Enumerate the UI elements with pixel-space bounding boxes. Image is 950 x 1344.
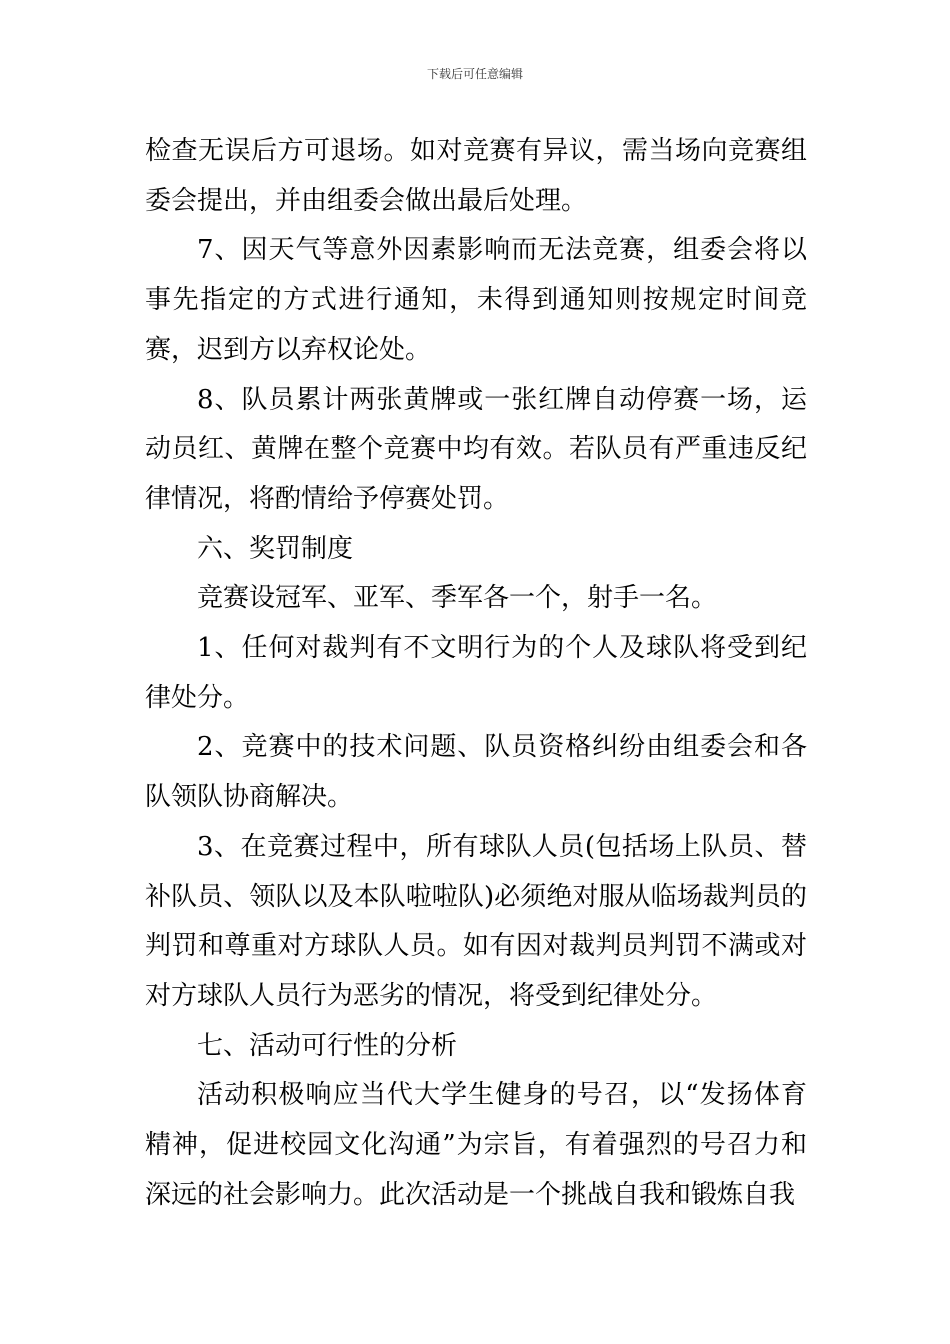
paragraph-awards: 竞赛设冠军、亚军、季军各一个，射手一名。 xyxy=(197,583,718,614)
document-body xyxy=(145,127,807,1220)
paragraph-discipline-3: 3、在竞赛过程中，所有球队人员(包括场上队员、替补队员、领队以及本队啦啦队)必须绝对服从临场裁判员的判罚和尊重对方球队人员。如有因对裁判员判罚不满或对对方球队人员行为恶劣的情况，将受到纪律处分。 xyxy=(145,831,807,1011)
section-heading-rewards: 六、奖罚制度 xyxy=(197,533,354,564)
paragraph-continuation: 检查无误后方可退场。如对竞赛有异议，需当场向竞赛组委会提出，并由组委会做出最后处理。 xyxy=(145,136,807,216)
paragraph-feasibility: 活动积极响应当代大学生健身的号召，以“发扬体育精神，促进校园文化沟通”为宗旨，有着强烈的号召力和深远的社会影响力。此次活动是一个挑战自我和锻炼自我 xyxy=(145,1080,807,1210)
paragraph-rule-7: 7、因天气等意外因素影响而无法竞赛，组委会将以事先指定的方式进行通知，未得到通知则按规定时间竞赛，迟到方以弃权论处。 xyxy=(145,235,807,365)
section-heading-feasibility: 七、活动可行性的分析 xyxy=(197,1030,458,1061)
paragraph-discipline-1: 1、任何对裁判有不文明行为的个人及球队将受到纪律处分。 xyxy=(145,633,807,713)
paragraph-rule-8: 8、队员累计两张黄牌或一张红牌自动停赛一场，运动员红、黄牌在整个竞赛中均有效。若队员有严重违反纪律情况，将酌情给予停赛处罚。 xyxy=(145,384,807,514)
paragraph-discipline-2: 2、竞赛中的技术问题、队员资格纠纷由组委会和各队领队协商解决。 xyxy=(145,732,807,813)
page-header-note: 下载后可任意编辑 xyxy=(426,67,523,81)
